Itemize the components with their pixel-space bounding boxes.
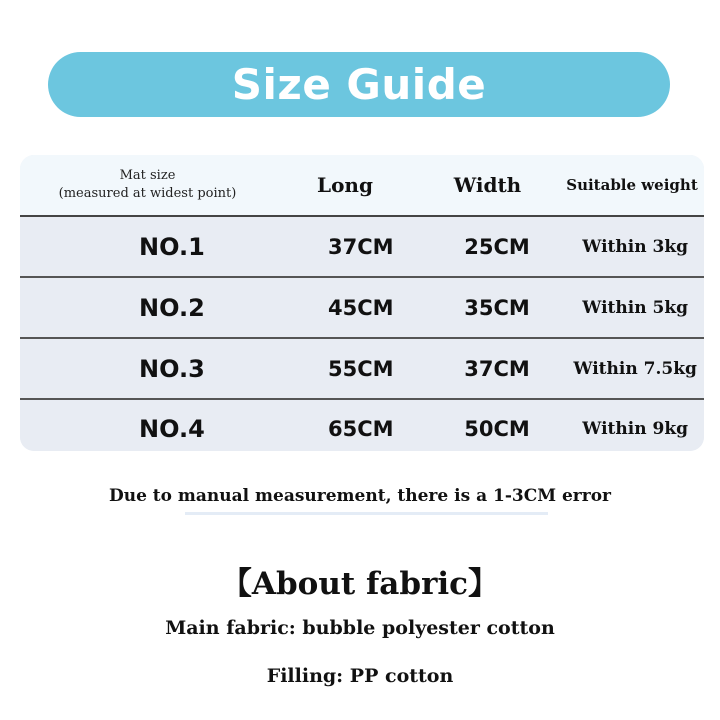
header-long: Long	[317, 173, 373, 197]
cell-weight: Within 9kg	[582, 419, 688, 439]
cell-width: 25CM	[464, 234, 530, 259]
banner-title: Size Guide	[231, 60, 487, 109]
cell-weight: Within 5kg	[582, 297, 688, 318]
cell-weight: Within 3kg	[582, 236, 688, 257]
header-mat-size-label: Mat size	[119, 168, 176, 183]
cell-width: 37CM	[464, 356, 530, 381]
cell-size: NO.1	[139, 232, 205, 261]
table-header	[20, 155, 704, 217]
fabric-main: Main fabric: bubble polyester cotton	[165, 617, 555, 639]
cell-weight: Within 7.5kg	[573, 358, 697, 379]
table-row	[20, 400, 704, 451]
table-row	[20, 217, 704, 278]
size-table	[20, 155, 704, 451]
fabric-title: 【About fabric】	[220, 566, 500, 602]
cell-width: 35CM	[464, 295, 530, 320]
header-weight: Suitable weight	[566, 176, 698, 194]
header-mat-size	[20, 167, 275, 203]
cell-long: 45CM	[327, 295, 394, 320]
cell-size: NO.4	[139, 415, 205, 443]
cell-size: NO.3	[139, 354, 205, 383]
header-mat-size-note: (measured at widest point)	[58, 186, 237, 201]
cell-long: 37CM	[327, 234, 394, 259]
cell-size: NO.2	[139, 293, 205, 322]
size-guide-banner	[48, 52, 670, 117]
table-row	[20, 278, 704, 339]
cell-long: 65CM	[327, 417, 394, 441]
cell-long: 55CM	[327, 356, 394, 381]
fabric-filling: Filling: PP cotton	[266, 665, 454, 687]
table-row	[20, 339, 704, 400]
note-underline	[185, 512, 548, 515]
header-width: Width	[453, 173, 522, 197]
cell-width: 50CM	[464, 417, 530, 441]
measurement-note: Due to manual measurement, there is a 1-3CM error	[108, 486, 612, 506]
